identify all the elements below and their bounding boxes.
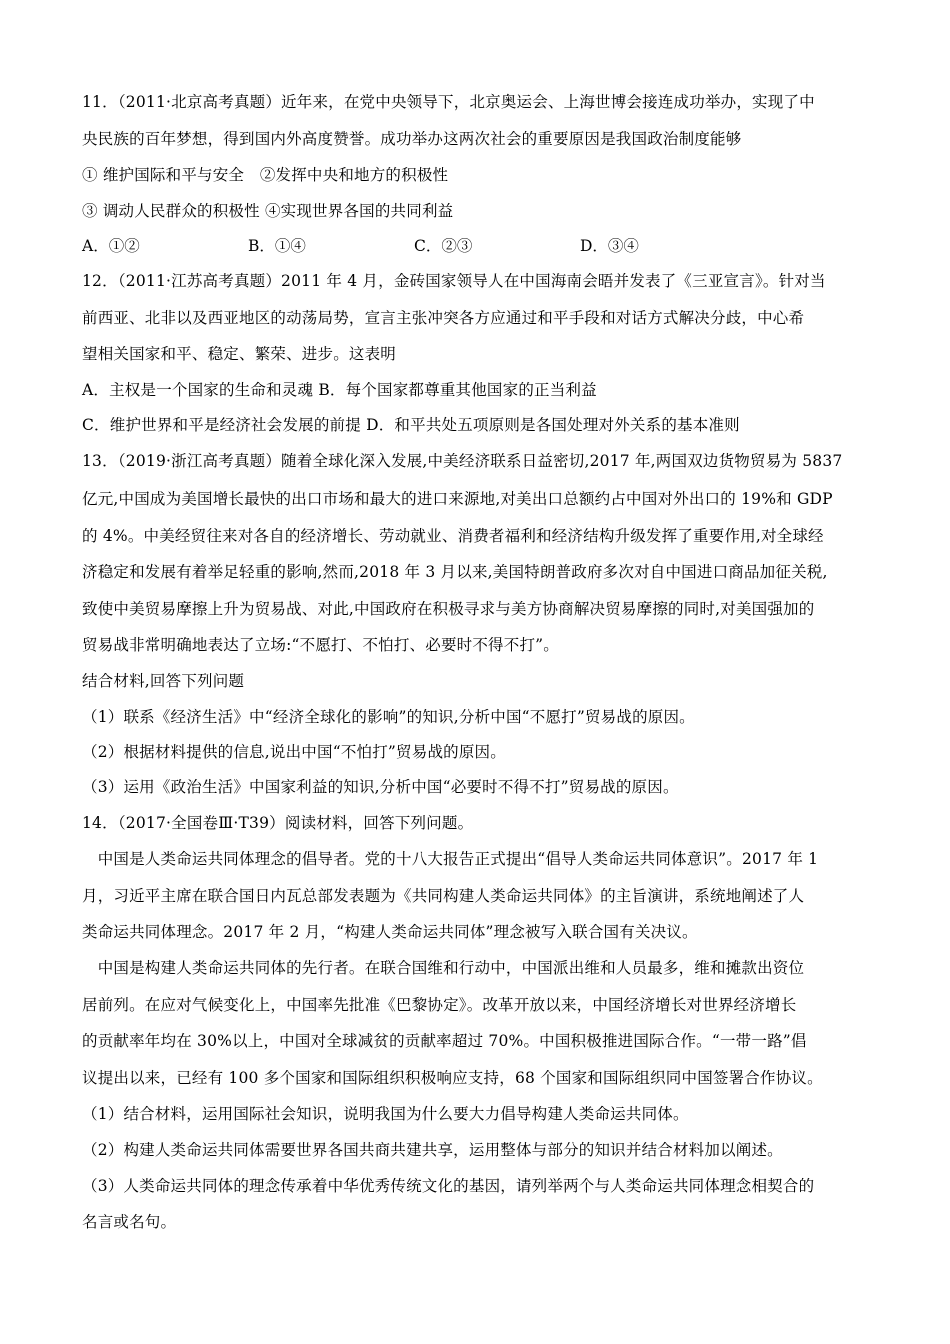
q13-line-2: 亿元,中国成为美国增长最快的出口市场和最大的进口来源地,对美出口总额约占中国对外出口的 19%和 GDP [82, 490, 833, 508]
q13-line-4: 济稳定和发展有着举足轻重的影响,然而,2018 年 3 月以来,美国特朗普政府多次对自中国进口商品加征关税, [82, 563, 828, 581]
q13-line-5: 致使中美贸易摩擦上升为贸易战、对此,中国政府在积极寻求与美方协商解决贸易摩擦的同时,对美国强加的 [82, 600, 815, 618]
q12-stem-line-1: 12．（2011·江苏高考真题）2011 年 4 月，金砖国家领导人在中国海南会晤并发表了《三亚宣言》。针对当 [82, 272, 826, 290]
q11-option-b: B．①④ [248, 237, 306, 255]
q14-material-line-4: 中国是构建人类命运共同体的先行者。在联合国维和行动中，中国派出维和人员最多，维和摊款出资位 [82, 959, 805, 977]
q12-stem-line-3: 望相关国家和平、稳定、繁荣、进步。这表明 [82, 345, 397, 363]
q11-option-a: A．①② [82, 237, 140, 255]
q13-subquestion-1: （1）联系《经济生活》中“经济全球化的影响”的知识,分析中国“不愿打”贸易战的原因。 [82, 708, 695, 726]
q12-options-ab: A．主权是一个国家的生命和灵魂 B．每个国家都尊重其他国家的正当利益 [82, 381, 597, 399]
q14-subquestion-1: （1）结合材料，运用国际社会知识，说明我国为什么要大力倡导构建人类命运共同体。 [82, 1105, 689, 1123]
q14-stem: 14．（2017·全国卷Ⅲ·T39）阅读材料，回答下列问题。 [82, 814, 474, 832]
q13-subquestion-3: （3）运用《政治生活》中国家利益的知识,分析中国“必要时不得不打”贸易战的原因。 [82, 778, 679, 796]
q13-subquestion-2: （2）根据材料提供的信息,说出中国“不怕打”贸易战的原因。 [82, 743, 506, 761]
q12-stem-line-2: 前西亚、北非以及西亚地区的动荡局势，宣言主张冲突各方应通过和平手段和对话方式解决分歧，中心希 [82, 309, 805, 327]
q13-instruction: 结合材料,回答下列问题 [82, 672, 245, 690]
q13-line-3: 的 4%。中美经贸往来对各自的经济增长、劳动就业、消费者福利和经济结构升级发挥了重要作用,对全球经 [82, 527, 824, 545]
q14-material-line-5: 居前列。在应对气候变化上，中国率先批准《巴黎协定》。改革开放以来，中国经济增长对世界经济增长 [82, 996, 797, 1014]
q11-stem-line-2: 央民族的百年梦想，得到国内外高度赞誉。成功举办这两次社会的重要原因是我国政治制度能够 [82, 130, 742, 148]
q14-material-line-7: 议提出以来，已经有 100 多个国家和国际组织积极响应支持，68 个国家和国际组织同中国签署合作协议。 [82, 1069, 823, 1087]
q11-stem-line-1: 11．（2011·北京高考真题）近年来，在党中央领导下，北京奥运会、上海世博会接连成功举办，实现了中 [82, 93, 815, 111]
q14-material-line-1: 中国是人类命运共同体理念的倡导者。党的十八大报告正式提出“倡导人类命运共同体意识”。2017 年 1 [82, 850, 819, 868]
q12-options-cd: C．维护世界和平是经济社会发展的前提 D．和平共处五项原则是各国处理对外关系的基本准则 [82, 416, 740, 434]
q11-option-d: D．③④ [580, 237, 639, 255]
q14-subquestion-3-cont: 名言或名句。 [82, 1213, 177, 1231]
q14-material-line-3: 类命运共同体理念。2017 年 2 月，“构建人类命运共同体”理念被写入联合国有关决议。 [82, 923, 698, 941]
q11-statement-line-1: ① 维护国际和平与安全 ②发挥中央和地方的积极性 [82, 166, 449, 184]
q11-option-c: C．②③ [414, 237, 473, 255]
q13-line-6: 贸易战非常明确地表达了立场:“不愿打、不怕打、必要时不得不打”。 [82, 636, 559, 654]
q14-material-line-2: 月，习近平主席在联合国日内瓦总部发表题为《共同构建人类命运共同体》的主旨演讲，系统地阐述了人 [82, 887, 805, 905]
q14-subquestion-3: （3）人类命运共同体的理念传承着中华优秀传统文化的基因，请列举两个与人类命运共同体理念相契合的 [82, 1177, 815, 1195]
q14-material-line-6: 的贡献率年均在 30%以上，中国对全球减贫的贡献率超过 70%。中国积极推进国际合作。“一带一路”倡 [82, 1032, 807, 1050]
q11-statement-line-2: ③ 调动人民群众的积极性 ④实现世界各国的共同利益 [82, 202, 454, 220]
q14-subquestion-2: （2）构建人类命运共同体需要世界各国共商共建共享，运用整体与部分的知识并结合材料加以阐述。 [82, 1141, 783, 1159]
q13-line-1: 13．（2019·浙江高考真题）随着全球化深入发展,中美经济联系日益密切,2017 年,两国双边货物贸易为 5837 [82, 452, 843, 470]
